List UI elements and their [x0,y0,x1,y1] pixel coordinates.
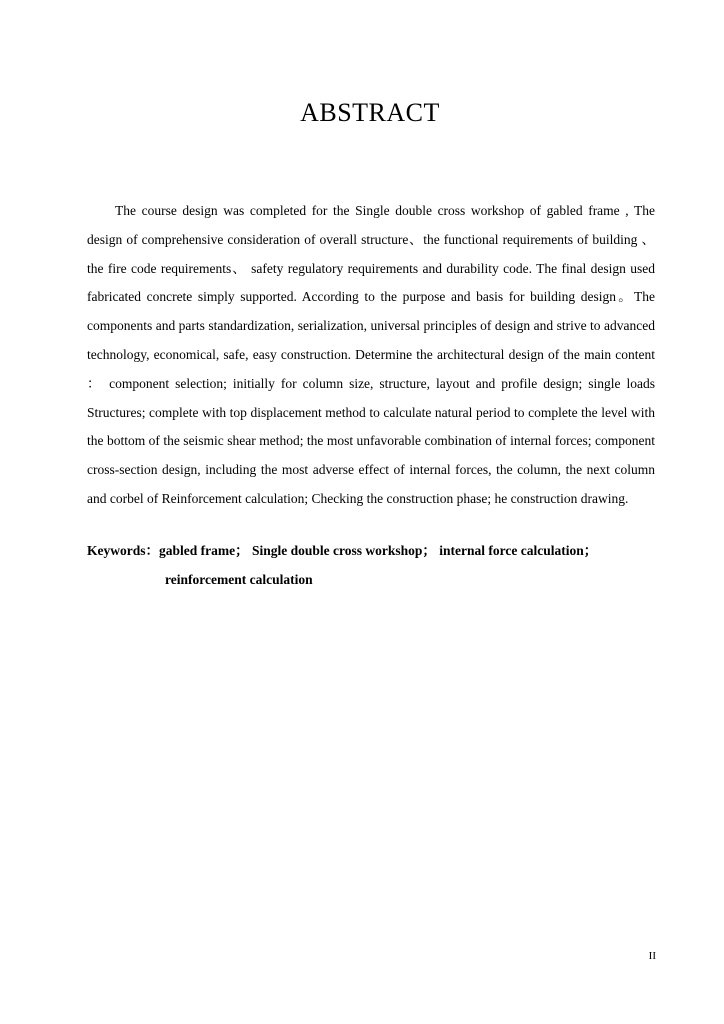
keywords-line-2: reinforcement calculation [165,571,313,587]
abstract-title: ABSTRACT [300,98,440,127]
page-number: II [648,950,656,962]
keywords-label: Keywords： [87,543,159,558]
keywords-line-1: gabled frame； Single double cross workshop； internal force calculation； [159,543,598,558]
abstract-body-text: The course design was completed for the Single double cross workshop of gabled frame , The design of comprehensive consideration of overall structure、the functional requirements of building 、 the fire code requirements、 safety regulatory requirements and durability code. The final design used fabricated concrete simply supported. According to the purpose and basis for building design。The components and parts standardization, serialization, universal principles of design and strive to advanced technology, economical, safe, easy construction. Determine the architectural design of the main content ： component selection; initially for column size, structure, layout and profile design; single loads Structures; complete with top displacement method to calculate natural period to complete the level with the bottom of the seismic shear method; the most unfavorable combination of internal forces; component cross-section design, including the most adverse effect of internal forces, the column, the next column and corbel of Reinforcement calculation; Checking the construction phase; he construction drawing. [87,203,655,506]
keywords-section [87,537,655,595]
